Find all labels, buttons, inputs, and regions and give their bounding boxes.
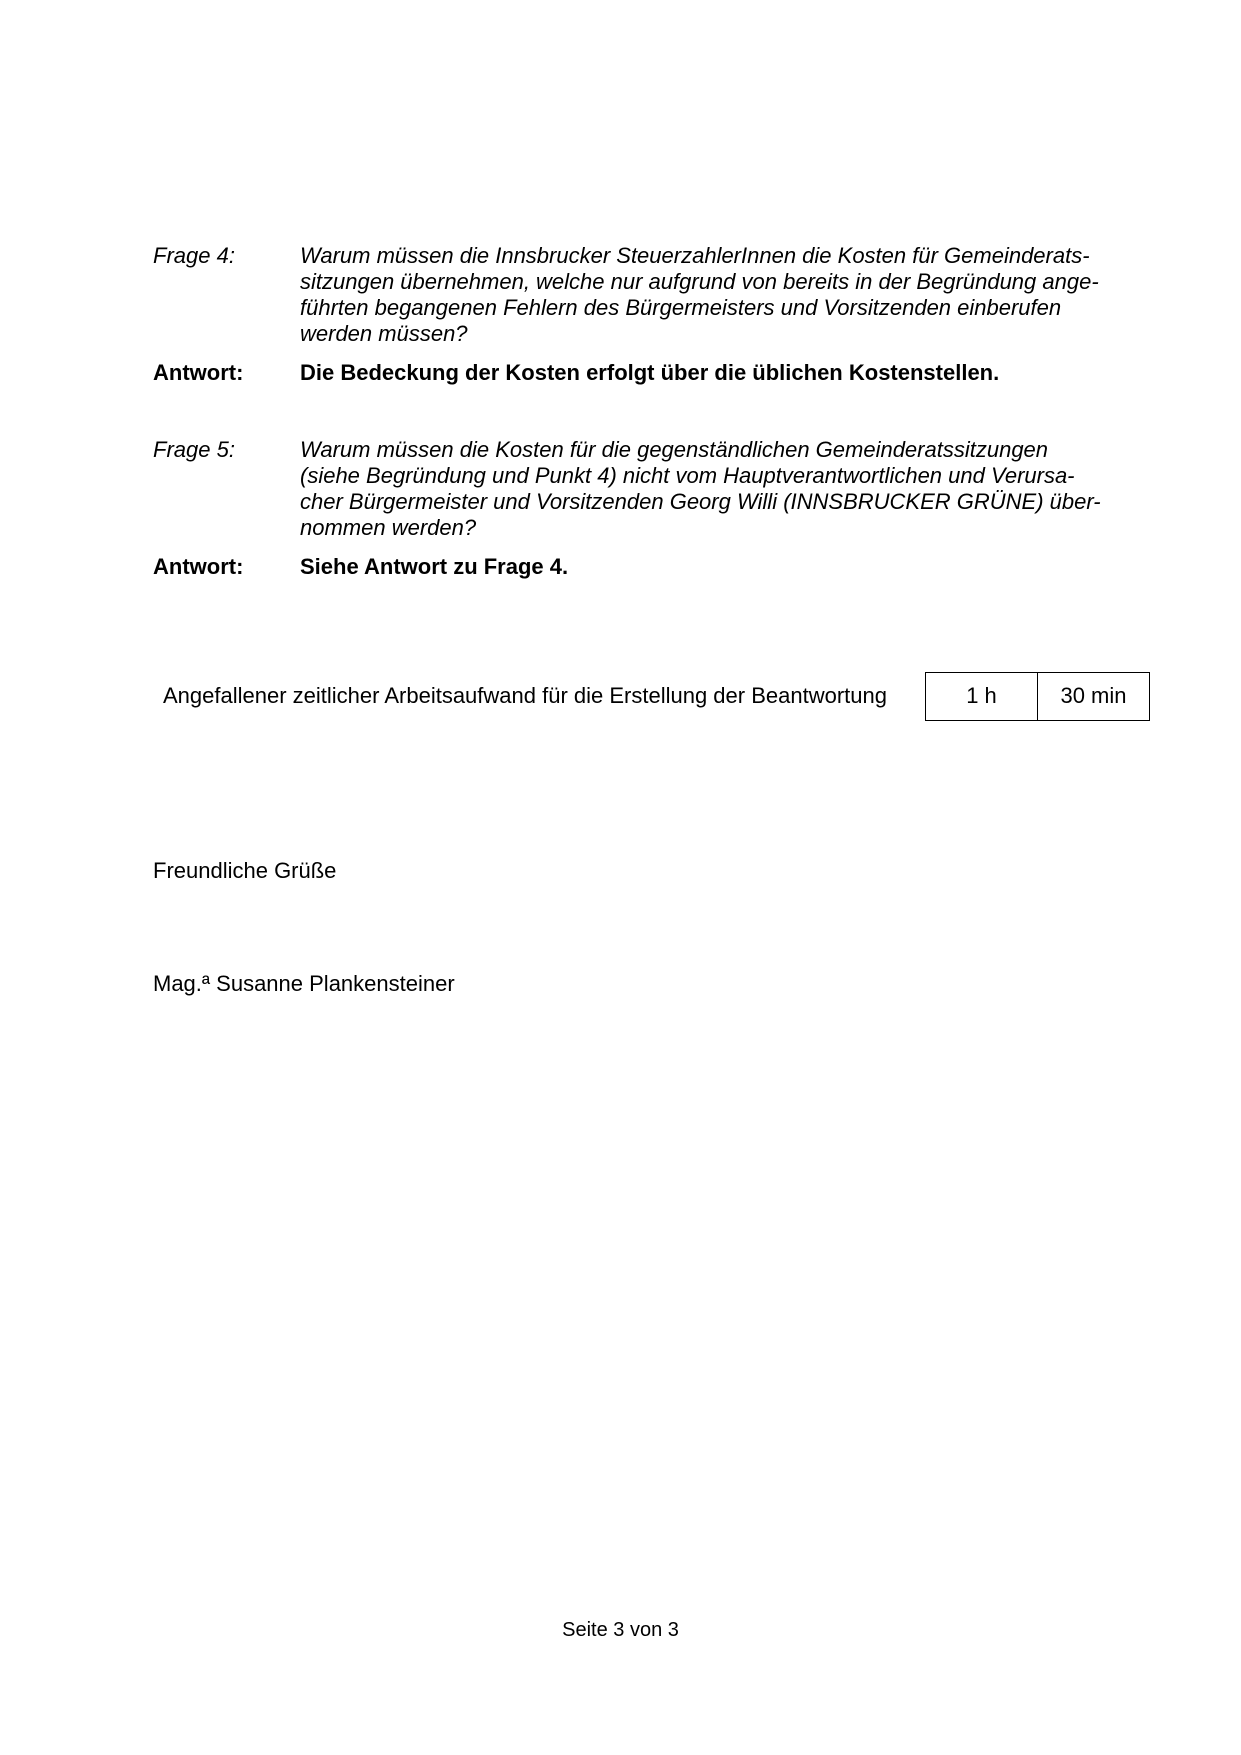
effort-minutes: 30 min — [1037, 673, 1149, 720]
signature-name: Mag.ª Susanne Plankensteiner — [153, 971, 455, 996]
answer-label: Antwort: — [153, 360, 244, 385]
answer-row — [153, 554, 1143, 580]
answer-label: Antwort: — [153, 554, 244, 579]
effort-hours: 1 h — [966, 683, 997, 708]
question-row — [153, 243, 1143, 347]
closing-greeting: Freundliche Grüße — [153, 858, 337, 883]
answer-text: Die Bedeckung der Kosten erfolgt über die üblichen Kostenstellen. — [300, 360, 1000, 385]
question-text: Warum müssen die Kosten für die gegenständlichen Gemeinderatssitzungen (siehe Begründung und Punkt 4) nicht vom Hauptverantwortlichen und Verursa- cher Bürgermeister und Vorsitzenden Georg Willi (INNSBRUCKER GRÜNE) über- nommen werden? — [300, 437, 1101, 540]
answer-row — [153, 360, 1143, 386]
question-label: Frage 5: — [153, 437, 235, 462]
question-block-4 — [153, 243, 1143, 386]
answer-text: Siehe Antwort zu Frage 4. — [300, 554, 569, 579]
question-row — [153, 437, 1143, 541]
question-label: Frage 4: — [153, 243, 235, 268]
effort-table — [925, 672, 1150, 721]
question-block-5 — [153, 437, 1143, 580]
page-footer: Seite 3 von 3 — [562, 1619, 679, 1641]
effort-row — [163, 671, 1153, 721]
effort-label: Angefallener zeitlicher Arbeitsaufwand für die Erstellung der Beantwortung — [163, 683, 887, 708]
question-text: Warum müssen die Innsbrucker SteuerzahlerInnen die Kosten für Gemeinderats- sitzungen übernehmen, welche nur aufgrund von bereits in der Begründung ange- führten begangenen Fehlern des Bürgermeisters und Vorsitzenden einberufen werden müssen? — [300, 243, 1099, 346]
